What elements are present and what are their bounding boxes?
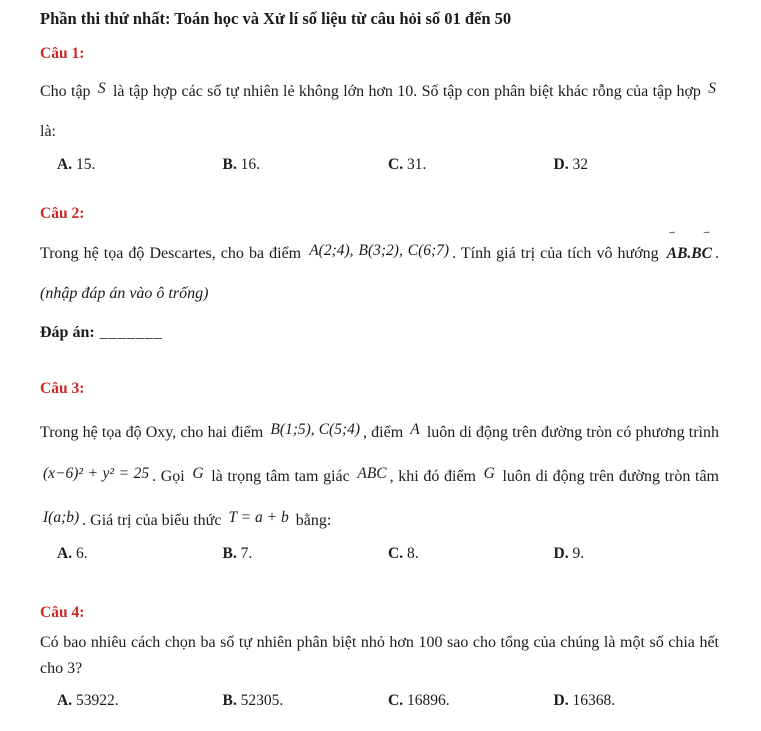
text-run: là: bbox=[40, 123, 56, 140]
option-key: A. bbox=[57, 156, 73, 173]
math-term: ABC bbox=[357, 465, 387, 482]
text-run: Có bao nhiêu cách chọn ba số tự nhiên phân biệt nhỏ hơn 100 sao cho tổng của chúng là một số chia hết cho 3? bbox=[40, 634, 719, 677]
option-item bbox=[223, 688, 389, 714]
question-3-text bbox=[40, 409, 719, 541]
option-key: D. bbox=[553, 692, 569, 709]
option-key: B. bbox=[222, 545, 237, 562]
question-4-text bbox=[40, 630, 719, 682]
option-value: 15. bbox=[72, 156, 96, 173]
text-run: Trong hệ tọa độ Oxy, cho hai điểm bbox=[40, 424, 268, 441]
option-item bbox=[57, 688, 223, 714]
question-1-text bbox=[40, 69, 719, 152]
text-run: Cho tập bbox=[40, 83, 95, 100]
math-term: G bbox=[483, 465, 495, 482]
option-item bbox=[223, 152, 389, 178]
question-1-options bbox=[57, 152, 719, 178]
text-run: bằng: bbox=[291, 512, 332, 529]
answer-label: Đáp án: bbox=[40, 324, 95, 341]
question-2-text bbox=[40, 228, 719, 314]
math-term: S bbox=[97, 80, 106, 97]
answer-blank: _______ bbox=[99, 324, 163, 341]
vector-arrow-icon: ⇀ bbox=[703, 228, 710, 237]
option-item bbox=[388, 688, 554, 714]
option-item bbox=[57, 541, 223, 567]
math-term: S bbox=[708, 80, 717, 97]
math-term: T = a + b bbox=[228, 509, 289, 526]
option-value: 16896. bbox=[403, 692, 450, 709]
option-item bbox=[554, 688, 720, 714]
math-term: (x−6)² + y² = 25 bbox=[43, 465, 150, 482]
section-title: Phần thi thứ nhất: Toán học và Xử lí số liệu từ câu hỏi số 01 đến 50 bbox=[40, 9, 512, 28]
option-key: C. bbox=[388, 156, 404, 173]
question-2-text-before bbox=[40, 242, 664, 262]
option-value: 32 bbox=[568, 156, 588, 173]
text-run: , điểm bbox=[363, 424, 408, 441]
math-term: A bbox=[410, 421, 420, 438]
question-3-label: Câu 3: bbox=[40, 380, 85, 397]
option-key: A. bbox=[57, 545, 73, 562]
option-value: 31. bbox=[403, 156, 427, 173]
option-key: B. bbox=[222, 692, 237, 709]
text-run: . Tính giá trị của tích vô hướng bbox=[452, 245, 664, 262]
question-4 bbox=[40, 604, 719, 714]
option-item bbox=[388, 541, 554, 567]
math-term: G bbox=[192, 465, 204, 482]
option-key: C. bbox=[388, 545, 404, 562]
option-item bbox=[388, 152, 554, 178]
text-run: Trong hệ tọa độ Descartes, cho ba điểm bbox=[40, 245, 307, 262]
question-3-options bbox=[57, 541, 719, 567]
question-4-options bbox=[57, 688, 719, 714]
option-value: 9. bbox=[568, 545, 585, 562]
text-run: . Gọi bbox=[152, 468, 190, 485]
math-term: I(a;b) bbox=[43, 509, 80, 526]
option-value: 53922. bbox=[72, 692, 119, 709]
option-item bbox=[223, 541, 389, 567]
option-item bbox=[57, 152, 223, 178]
vector-arrows bbox=[667, 229, 712, 237]
option-value: 8. bbox=[403, 545, 419, 562]
option-value: 16368. bbox=[568, 692, 616, 709]
vector-expression bbox=[666, 228, 712, 274]
vector-base: AB.BC bbox=[666, 245, 712, 262]
question-1 bbox=[40, 45, 719, 178]
answer-line bbox=[40, 320, 719, 346]
question-2 bbox=[40, 205, 719, 346]
text-run: là tập hợp các số tự nhiên lẻ không lớn hơn 10. Số tập con phân biệt khác rỗng của tập hợp bbox=[108, 83, 706, 100]
text-run: luôn di động trên đường tròn tâm bbox=[497, 468, 719, 485]
text-run: , khi đó điểm bbox=[389, 468, 481, 485]
math-term: A(2;4), B(3;2), C(6;7) bbox=[309, 242, 450, 259]
question-2-label: Câu 2: bbox=[40, 205, 85, 222]
option-value: 7. bbox=[236, 545, 253, 562]
text-run: là trọng tâm tam giác bbox=[206, 468, 355, 485]
option-value: 16. bbox=[236, 156, 260, 173]
math-term: B(1;5), C(5;4) bbox=[270, 421, 361, 438]
text-run: . bbox=[714, 245, 719, 262]
option-key: D. bbox=[553, 156, 569, 173]
option-value: 6. bbox=[72, 545, 88, 562]
vector-arrow-icon: ⇀ bbox=[668, 228, 676, 237]
option-key: C. bbox=[388, 692, 404, 709]
option-key: B. bbox=[222, 156, 237, 173]
question-1-label: Câu 1: bbox=[40, 45, 85, 62]
text-run: . Giá trị của biểu thức bbox=[82, 512, 226, 529]
option-item bbox=[554, 152, 720, 178]
question-3 bbox=[40, 380, 719, 567]
option-key: D. bbox=[553, 545, 569, 562]
option-key: A. bbox=[57, 692, 73, 709]
text-run: luôn di động trên đường tròn có phương trình bbox=[422, 424, 719, 441]
italic-note: (nhập đáp án vào ô trống) bbox=[40, 285, 209, 302]
question-4-label: Câu 4: bbox=[40, 604, 85, 621]
option-item bbox=[554, 541, 720, 567]
option-value: 52305. bbox=[236, 692, 284, 709]
